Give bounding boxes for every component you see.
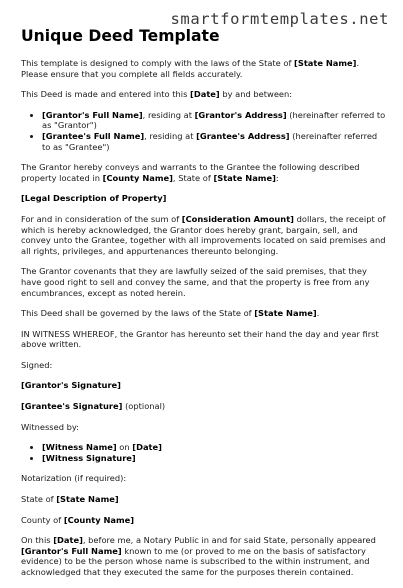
governed-text-b: . [316,308,320,319]
party-grantee [42,131,386,152]
notary-text-b: , before me, a Notary Public in and for said State, personally appeared [82,535,376,546]
witness-date-field: [Date] [132,442,162,453]
notary-name-field: [Grantor's Full Name] [21,545,122,556]
conveys-text-c: : [275,172,279,183]
witness-list [21,442,386,463]
grantor-name-field: [Grantor's Full Name] [42,109,143,120]
grantor-mid-text: , residing at [142,109,195,120]
notary-state-field: [State Name] [56,494,119,505]
grantee-name-field: [Grantee's Full Name] [42,130,145,141]
grantee-mid-text: , residing at [144,130,197,141]
conveys-text-b: , State of [172,172,214,183]
signed-label: Signed: [21,359,53,370]
notary-state-label: State of [21,494,57,505]
made-text-b: by and between: [219,89,293,100]
conveys-state-field: [State Name] [213,172,276,183]
witness-name-item [42,442,386,453]
grantor-address-field: [Grantor's Address] [194,109,287,120]
covenants-paragraph: The Grantor covenants that they are lawfully seized of the said premises, that they have good right to sell and convey the same, and that the property is free from any encumbrances, except as noted herein. [21,266,370,298]
grantor-signature-paragraph [21,380,386,391]
notary-county-label: County of [21,514,64,525]
notary-date-field: [Date] [53,535,83,546]
notarization-label: Notarization (if required): [21,473,127,484]
consideration-text-b: dollars, the receipt of which is hereby acknowledged, the Grantor does hereby grant, bargain, sell, and convey unto the Grantee, together with all improvements located on said premises and all rights, privileges, and appurtenances thereunto belonging. [21,213,386,256]
grantee-tail-text: (hereinafter referred to as "Grantee") [42,130,378,152]
consideration-paragraph [21,214,386,256]
conveys-paragraph [21,162,386,183]
intro-paragraph [21,58,386,79]
witness-name-field: [Witness Name] [42,442,117,453]
party-grantor [42,110,386,131]
witnessed-label: Witnessed by: [21,421,79,432]
consideration-amount-field: [Consideration Amount] [181,213,294,224]
made-text-a: This Deed is made and entered into this [21,89,191,100]
notary-county-field: [County Name] [63,514,135,525]
witness-signature-item [42,453,386,464]
notary-county-paragraph [21,515,386,526]
governed-paragraph [21,308,386,319]
intro-text-b: . Please ensure that you complete all fields accurately. [21,58,360,79]
intro-text-a: This template is designed to comply with the laws of the State of [21,58,295,68]
intro-state-field: [State Name] [294,58,357,68]
consideration-text-a: For and in consideration of the sum of [21,213,182,224]
notary-text-c: known to me (or proved to me on the basis of satisfactory evidence) to be the person whose name is subscribed to the within instrument, and acknowledged that they executed the same for the purposes therein contained. [21,545,370,577]
page-title: Unique Deed Template [21,27,220,45]
grantor-signature-field: [Grantor's Signature] [21,380,121,391]
conveys-county-field: [County Name] [102,172,173,183]
witness-on-text: on [116,442,133,453]
legal-description-paragraph [21,193,386,204]
site-watermark: smartformtemplates.net [170,10,389,28]
grantee-signature-field: [Grantee's Signature] [21,401,123,412]
governed-text-a: This Deed shall be governed by the laws of the State of [21,308,255,319]
parties-list [21,110,386,152]
grantee-signature-paragraph [21,401,386,412]
notary-text-a: On this [21,535,54,546]
legal-description-field: [Legal Description of Property] [21,193,167,204]
notary-state-paragraph [21,494,386,505]
made-paragraph [21,89,386,100]
conveys-text-a: The Grantor hereby conveys and warrants to the Grantee the following described property located in [21,162,360,183]
notary-acknowledgment-paragraph [21,535,386,577]
governed-state-field: [State Name] [254,308,317,319]
grantee-signature-note: (optional) [122,401,166,412]
witness-signature-field: [Witness Signature] [42,452,136,463]
deed-document [21,27,386,588]
grantor-tail-text: (hereinafter referred to as "Grantor") [42,109,386,131]
made-date-field: [Date] [190,89,220,100]
grantee-address-field: [Grantee's Address] [196,130,290,141]
witness-clause-paragraph: IN WITNESS WHEREOF, the Grantor has hereunto set their hand the day and year first above written. [21,328,379,350]
